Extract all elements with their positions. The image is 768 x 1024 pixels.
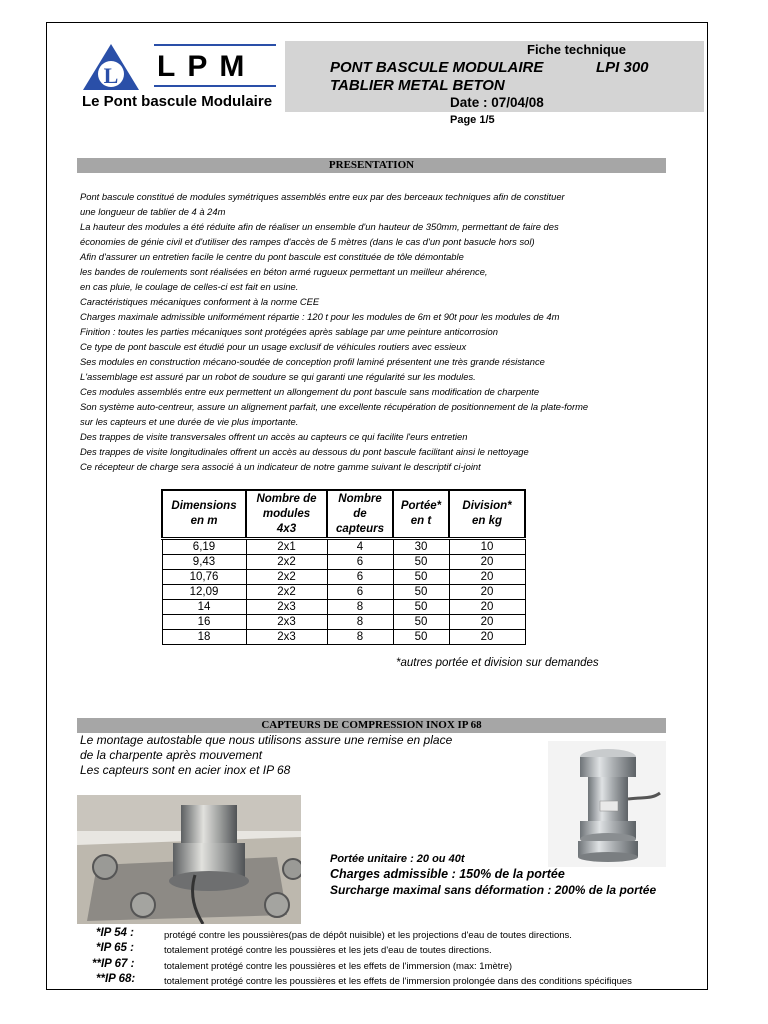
model-number: LPI 300 bbox=[596, 59, 649, 76]
ip54-text: protégé contre les poussières(pas de dépôt nuisible) et les projections d'eau de toutes directions. bbox=[164, 930, 572, 941]
load-cell-photo bbox=[548, 741, 666, 867]
table-row: 6,19 2x1 4 30 10 bbox=[162, 539, 525, 555]
presentation-text bbox=[80, 189, 680, 474]
ip68-label: **IP 68: bbox=[96, 973, 136, 985]
presentation-heading: PRESENTATION bbox=[77, 158, 666, 173]
ip68-text: totalement protégé contre les poussières et les effets de l'immersion prolongée dans des conditions spécifiques bbox=[164, 976, 632, 987]
logo-rule-top bbox=[154, 44, 276, 46]
logo-rule-bottom bbox=[154, 85, 276, 87]
doc-date: Date : 07/04/08 bbox=[450, 95, 544, 110]
intro-line: Afin d'assurer un entretien facile le centre du pont bascule est constituée de tôle démontable bbox=[80, 251, 464, 262]
table-note: *autres portée et division sur demandes bbox=[396, 657, 599, 669]
intro-line: Finition : toutes les parties mécaniques sont protégées après sablage par ume peinture anticorrosion bbox=[80, 326, 498, 337]
col-modules: Nombre de modules 4x3 bbox=[246, 490, 327, 539]
logo-mark-letter: L bbox=[103, 63, 119, 88]
table-row: 14 2x3 8 50 20 bbox=[162, 600, 525, 615]
intro-line: Des trappes de visite transversales offrent un accès au capteurs ce qui facilite l'eurs entretien bbox=[80, 431, 468, 442]
table-row: 10,76 2x2 6 50 20 bbox=[162, 570, 525, 585]
sensors-line: Le montage autostable que nous utilisons assure une remise en place bbox=[80, 733, 453, 747]
sensors-line: de la charpente après mouvement bbox=[80, 748, 263, 762]
ip65-label: *IP 65 : bbox=[96, 942, 134, 954]
table-row: 12,09 2x2 6 50 20 bbox=[162, 585, 525, 600]
table-row: 16 2x3 8 50 20 bbox=[162, 615, 525, 630]
title-line1: PONT BASCULE MODULAIRE bbox=[330, 59, 544, 76]
ip67-label: **IP 67 : bbox=[92, 958, 135, 970]
title-line2: TABLIER METAL BETON bbox=[330, 77, 505, 94]
page-number: Page 1/5 bbox=[450, 114, 495, 126]
surcharge-maximal: Surcharge maximal sans déformation : 200% de la portée bbox=[330, 883, 657, 897]
intro-line: sur les capteurs et une durée de vie plus importante. bbox=[80, 416, 299, 427]
intro-line: Ce récepteur de charge sera associé à un indicateur de notre gamme suivant le descriptif ci-joint bbox=[80, 461, 481, 472]
intro-line: les bandes de roulements sont réalisées en béton armé rugueux permettant un meilleur ahérence, bbox=[80, 266, 488, 277]
ip67-text: totalement protégé contre les poussières et les effets de l'immersion (max: 1mètre) bbox=[164, 961, 513, 972]
doc-type: Fiche technique bbox=[527, 42, 626, 57]
sensors-text bbox=[80, 733, 452, 778]
specs-table bbox=[161, 489, 526, 645]
table-row: 18 2x3 8 50 20 bbox=[162, 630, 525, 645]
mounted-sensor-photo bbox=[77, 795, 301, 924]
portee-unitaire: Portée unitaire : 20 ou 40t bbox=[330, 853, 465, 865]
intro-line: en cas pluie, le coulage de celles-ci est fait en usine. bbox=[80, 281, 299, 292]
intro-line: L'assemblage est assuré par un robot de soudure se qui garanti une régularité sur les modules. bbox=[80, 371, 476, 382]
col-dimensions: Dimensions en m bbox=[162, 490, 246, 539]
ip54-label: *IP 54 : bbox=[96, 927, 134, 939]
intro-line: Des trappes de visite longitudinales offrent un accès au dessous du pont bascule facilitant ainsi le nettoyage bbox=[80, 446, 529, 457]
ip65-text: totalement protégé contre les poussières et les jets d'eau de toutes directions. bbox=[164, 945, 492, 956]
intro-line: Pont bascule constitué de modules symétriques assemblés entre eux par des berceaux techniques afin de constituer bbox=[80, 191, 565, 202]
intro-line: Caractéristiques mécaniques conforment à la norme CEE bbox=[80, 296, 320, 307]
intro-line: Ce type de pont bascule est étudié pour un usage exclusif de véhicules routiers avec essieux bbox=[80, 341, 467, 352]
intro-line: une longueur de tablier de 4 à 24m bbox=[80, 206, 226, 217]
intro-line: La hauteur des modules a été réduite afin de réaliser un ensemble d'un hauteur de 350mm, permettant de faire des bbox=[80, 221, 559, 232]
col-capteurs: Nombre de capteurs bbox=[327, 490, 393, 539]
sensors-line: Les capteurs sont en acier inox et IP 68 bbox=[80, 763, 291, 777]
intro-line: Ses modules en construction mécano-soudée de conception profil laminé présentent une très grande résistance bbox=[80, 356, 545, 367]
intro-line: Charges maximale admissible uniformément répartie : 120 t pour les modules de 6m et 90t pour les modules de 4m bbox=[80, 311, 560, 322]
col-portee: Portée* en t bbox=[393, 490, 449, 539]
logo-tagline: Le Pont bascule Modulaire bbox=[82, 93, 273, 110]
charges-admissible: Charges admissible : 150% de la portée bbox=[330, 867, 565, 881]
table-header-row bbox=[162, 490, 525, 539]
intro-line: Son système auto-centreur, assure un alignement parfait, une excellente récupération de positionnement de la plate-forme bbox=[80, 401, 589, 412]
sensors-heading: CAPTEURS DE COMPRESSION INOX IP 68 bbox=[77, 718, 666, 733]
intro-line: économies de génie civil et d'utiliser des rampes d'accès de 5 mètres (dans le cas d'un pont basucle hors sol) bbox=[80, 236, 535, 247]
logo-text: LPM bbox=[157, 50, 257, 83]
table-row: 9,43 2x2 6 50 20 bbox=[162, 555, 525, 570]
intro-line: Ces modules assemblés entre eux permettent un allongement du pont bascule sans modification de charpente bbox=[80, 386, 540, 397]
col-division: Division* en kg bbox=[449, 490, 525, 539]
